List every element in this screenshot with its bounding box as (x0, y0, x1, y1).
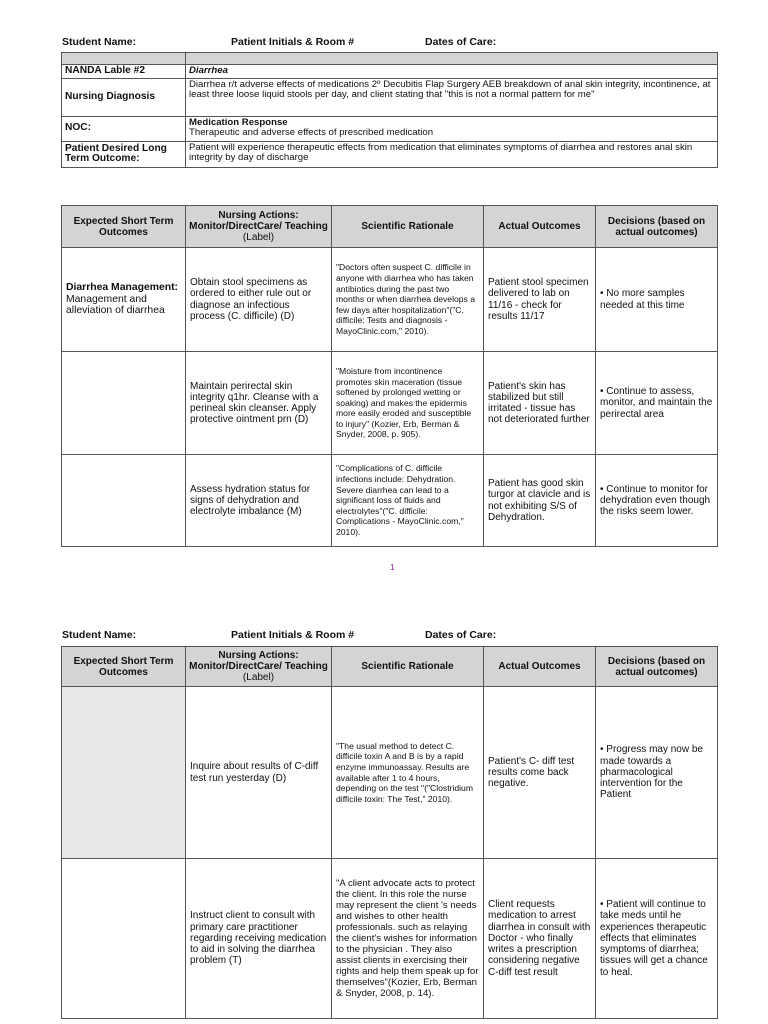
noc-value-cell (186, 116, 718, 141)
col-header-label-tag: (Label) (242, 672, 275, 683)
col-header-short-term: Expected Short Term Outcomes (62, 647, 186, 687)
nursing-action-cell: Inquire about results of C-diff test run yesterday (D) (186, 687, 332, 859)
plan2-header-row (62, 647, 718, 687)
decision-text: • Progress may now be made towards a pharmacological intervention for the Patient (600, 744, 703, 800)
table-row (62, 352, 718, 455)
student-name-label: Student Name: (62, 36, 137, 48)
col-header-actual: Actual Outcomes (484, 647, 596, 687)
col-header-rationale: Scientific Rationale (332, 206, 484, 248)
decision-cell (596, 687, 718, 859)
col-header-actual: Actual Outcomes (484, 206, 596, 248)
col-header-short-term: Expected Short Term Outcomes (62, 206, 186, 248)
short-term-outcome-text: Management and alleviation of diarrhea (66, 293, 165, 317)
decision-text: • Continue to assess, monitor, and maintain the perirectal area (600, 386, 712, 419)
nanda-value: Diarrhea (186, 65, 718, 79)
nursing-action-cell: Obtain stool specimens as ordered to either rule out or diagnose an infectious process (C. difficile) (D) (186, 248, 332, 352)
noc-title: Medication Response (189, 116, 288, 128)
nursing-action-cell: Instruct client to consult with primary care practitioner regarding receiving medication to aid in solving the diarrhea problem (T) (186, 859, 332, 1019)
nanda-label: NANDA Lable #2 (62, 65, 186, 79)
patient-initials-label: Patient Initials & Room # (231, 629, 355, 641)
dates-of-care-label: Dates of Care: (425, 629, 497, 641)
table-row (62, 859, 718, 1019)
care-plan-table-1 (61, 205, 718, 547)
short-term-outcome-cell (62, 687, 186, 859)
nursing-action-cell: Maintain perirectal skin integrity q1hr. Cleanse with a perineal skin cleanser. Apply protective ointment prn (D) (186, 352, 332, 455)
table-row (62, 455, 718, 547)
col-header-label-tag: (Label) (242, 232, 275, 243)
patient-initials-label: Patient Initials & Room # (231, 36, 355, 48)
diagnosis-value: Diarrhea r/t adverse effects of medications 2º Decubitis Flap Surgery AEB breakdown of anal skin integrity, incontinence, at least three loose liquid stools per day, and client stating that "this is not a normal pattern for me" (186, 78, 718, 116)
short-term-outcome-cell (62, 352, 186, 455)
actual-outcome-cell: Patient's skin has stabilized but still irritated - tissue has not deteriorated further (484, 352, 596, 455)
noc-label: NOC: (62, 116, 186, 141)
nanda-row (62, 65, 718, 79)
col-header-nursing-actions (186, 647, 332, 687)
diagnosis-label: Nursing Diagnosis (62, 78, 186, 116)
short-term-outcome-cell (62, 455, 186, 547)
outcome-value: Patient will experience therapeutic effects from medication that eliminates symptoms of diarrhea and restores anal skin integrity by day of discharge (186, 141, 718, 167)
rationale-cell: "The usual method to detect C. difficile toxin A and B is by a rapid enzyme immunoassay. Results are available after 1 to 4 hours, depending on the test "("Clostridium difficile toxin: The Test," 2010). (332, 687, 484, 859)
nursing-action-cell: Assess hydration status for signs of dehydration and electrolyte imbalance (M) (186, 455, 332, 547)
actual-outcome-cell: Patient's C- diff test results come back negative. (484, 687, 596, 859)
actual-outcome-cell: Patient has good skin turgor at clavicle and is not exhibiting S/S of Dehydration. (484, 455, 596, 547)
plan1-header-row (62, 206, 718, 248)
short-term-outcome-title: Diarrhea Management: (66, 282, 179, 294)
col-header-rationale: Scientific Rationale (332, 647, 484, 687)
col-header-nursing-actions-main: Nursing Actions: Monitor/DirectCare/ Teaching (189, 650, 328, 672)
short-term-outcome-cell (62, 248, 186, 352)
rationale-cell: "Moisture from incontinence promotes skin maceration (tissue softened by prolonged wetting or soaking) and makes the epidermis more easily eroded and susceptible to injury" (Kozier, Erb, Berman & Snyder, 2008, p. 905). (332, 352, 484, 455)
actual-outcome-cell: Client requests medication to arrest diarrhea in consult with Doctor - who finally writes a prescription considering negative C-diff test result (484, 859, 596, 1019)
outcome-label: Patient Desired Long Term Outcome: (62, 141, 186, 167)
dates-of-care-label: Dates of Care: (425, 36, 497, 48)
student-name-label: Student Name: (62, 629, 137, 641)
decision-cell (596, 248, 718, 352)
diagnosis-info-table (61, 52, 718, 168)
decision-cell (596, 455, 718, 547)
rationale-cell: "A client advocate acts to protect the client. In this role the nurse may represent the client 's needs and wishes to other health professionals. such as relaying the client's wishes for information to the physician . They also assist clients in exercising their rights and help them speak up for themselves"(Kozier, Erb, Berman & Snyder, 2008, p. 14). (332, 859, 484, 1019)
actual-outcome-cell: Patient stool specimen delivered to lab on 11/16 - check for results 11/17 (484, 248, 596, 352)
decision-cell (596, 352, 718, 455)
col-header-decisions: Decisions (based on actual outcomes) (596, 647, 718, 687)
diagnosis-row (62, 78, 718, 116)
noc-value: Therapeutic and adverse effects of prescribed medication (189, 127, 434, 138)
col-header-decisions: Decisions (based on actual outcomes) (596, 206, 718, 248)
decision-cell (596, 859, 718, 1019)
rationale-cell: "Doctors often suspect C. difficile in anyone with diarrhea who has taken antibiotics during the past two months or when diarrhea develops a few days after hospitalization"("C. difficile: Tests and diagnosis - MayoClinic.com," 2010). (332, 248, 484, 352)
long-term-outcome-row (62, 141, 718, 167)
table-row (62, 248, 718, 352)
decision-text: • Continue to monitor for dehydration even though the risks seem lower. (600, 484, 710, 517)
decision-text: • No more samples needed at this time (600, 288, 685, 310)
noc-row (62, 116, 718, 141)
page-number: 1 (390, 563, 395, 572)
rationale-cell: "Complications of C. difficile infections include: Dehydration. Severe diarrhea can lead to a significant loss of fluids and electrolytes"("C. difficile: Complications - MayoClinic.com," 2010). (332, 455, 484, 547)
decision-text: • Patient will continue to take meds until he experiences therapeutic effects that eliminates symptoms of diarrhea; tissues will get a chance to heal. (600, 899, 708, 977)
info-header-row (62, 53, 718, 65)
col-header-nursing-actions-main: Nursing Actions: Monitor/DirectCare/ Teaching (189, 210, 328, 232)
short-term-outcome-cell (62, 859, 186, 1019)
table-row (62, 687, 718, 859)
care-plan-table-2 (61, 646, 718, 1019)
col-header-nursing-actions (186, 206, 332, 248)
